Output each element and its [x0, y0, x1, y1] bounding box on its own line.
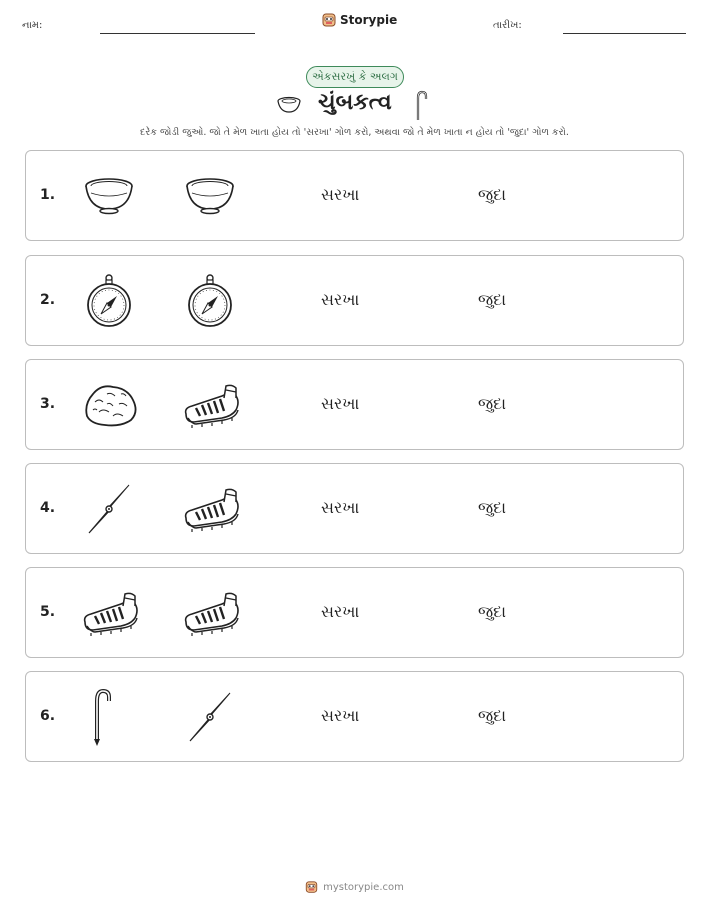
option-different[interactable]: જુદા — [478, 290, 507, 309]
compass-icon — [182, 273, 238, 323]
question-row — [25, 671, 684, 762]
brand-logo — [322, 12, 397, 28]
worksheet-header — [0, 0, 709, 50]
cane-icon — [81, 687, 137, 737]
question-number: 4. — [40, 500, 56, 516]
sandal-icon — [182, 380, 238, 430]
storypie-mascot-icon — [322, 12, 336, 28]
footer-url: mystorypie.com — [323, 881, 404, 893]
question-number: 6. — [40, 708, 56, 724]
name-input-line[interactable] — [100, 33, 255, 34]
bowl-icon — [276, 95, 302, 115]
brand-name: Storypie — [340, 13, 398, 27]
cane-icon — [414, 90, 428, 122]
option-same[interactable]: સરખા — [321, 498, 360, 517]
option-same[interactable]: સરખા — [321, 394, 360, 413]
question-row — [25, 150, 684, 241]
date-label: તારીખ: — [493, 20, 522, 31]
option-different[interactable]: જુદા — [478, 498, 507, 517]
worksheet-type-badge: એકસરખું કે અલગ — [306, 66, 404, 88]
option-same[interactable]: સરખા — [321, 706, 360, 725]
sandal-icon — [182, 588, 238, 638]
name-label: નામ: — [22, 20, 43, 31]
needle-icon — [81, 481, 137, 531]
option-different[interactable]: જુદા — [478, 185, 507, 204]
instructions: દરેક જોડી જુઓ. જો તે મેળ ખાતા હોય તો 'સરખા' ગોળ કરો, અથવા જો તે મેળ ખાતા ન હોય તો 'જુદા' ગોળ કરો. — [140, 127, 569, 138]
question-number: 5. — [40, 604, 56, 620]
sandal-icon — [182, 484, 238, 534]
footer — [0, 880, 709, 894]
option-different[interactable]: જુદા — [478, 706, 507, 725]
bowl-icon — [81, 171, 137, 221]
option-same[interactable]: સરખા — [321, 602, 360, 621]
storypie-mascot-icon — [305, 880, 318, 894]
option-same[interactable]: સરખા — [321, 290, 360, 309]
question-row — [25, 463, 684, 554]
bowl-icon — [182, 171, 238, 221]
sandal-icon — [81, 588, 137, 638]
question-number: 3. — [40, 396, 56, 412]
question-row — [25, 359, 684, 450]
question-row — [25, 255, 684, 346]
needle-icon — [182, 689, 238, 739]
question-number: 1. — [40, 187, 56, 203]
rock-icon — [81, 380, 137, 430]
option-different[interactable]: જુદા — [478, 394, 507, 413]
date-input-line[interactable] — [563, 33, 686, 34]
page-title: ચુંબકત્વ — [318, 90, 392, 115]
option-same[interactable]: સરખા — [321, 185, 360, 204]
question-row — [25, 567, 684, 658]
question-number: 2. — [40, 292, 56, 308]
compass-icon — [81, 273, 137, 323]
option-different[interactable]: જુદા — [478, 602, 507, 621]
title-row — [0, 90, 709, 122]
